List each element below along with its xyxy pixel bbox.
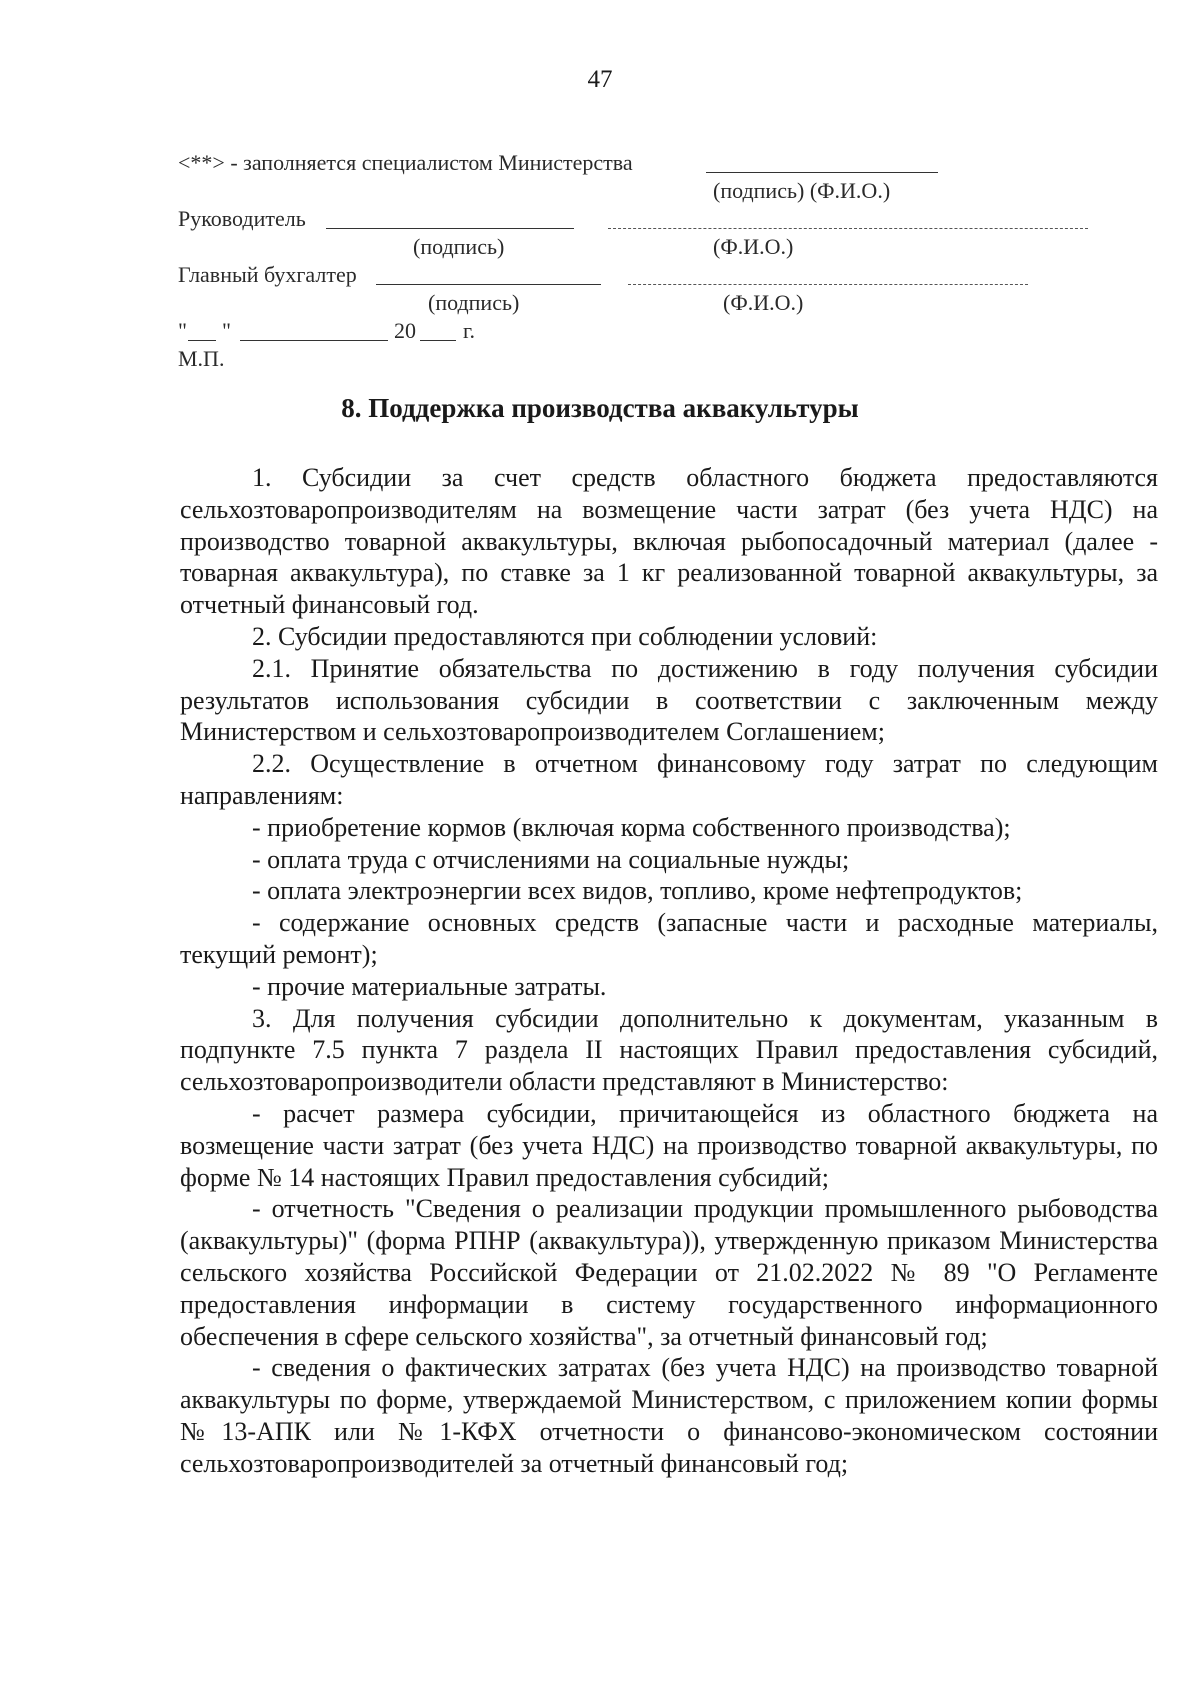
section-title: 8. Поддержка производства аквакультуры (341, 393, 859, 423)
date-year-suffix: г. (463, 318, 476, 343)
list-item-other: - прочие материальные затраты. (252, 971, 607, 1001)
list-item-costs: - сведения о фактических затратах (без учета НДС) на производство товарной аквакультуры по форме, утверждаемой Министерством, с приложением копии формы №13-АПК или №1-КФХ отчетности о финансово-экономическом состоянии сельхозтоваропроизводителей за отчетный финансовый год; (180, 1353, 1158, 1478)
seal-mark: М.П. (178, 346, 225, 371)
list-item-reporting: - отчетность "Сведения о реализации продукции промышленного рыбоводства (аквакультуры)" (форма РПНР (аквакультура)), утвержденную приказом Министерства сельского хозяйства Российской Федерации от 21.02.2022 № 89 "О Регламенте предоставления информации в систему государственного информационного обеспечения в сфере сельского хозяйства", за отчетный финансовый год; (180, 1194, 1158, 1351)
date-year-prefix: 20 (394, 318, 416, 343)
date-day-line (188, 340, 216, 341)
ministry-row (178, 150, 1078, 178)
head-sign-caption: (подпись) (413, 234, 505, 259)
accountant-name-caption: (Ф.И.О.) (723, 290, 804, 315)
accountant-name-line (628, 284, 1028, 285)
paragraph-1: 1. Субсидии за счет средств областного бюджета предоставляются сельхозтоваропроизводителям на возмещение части затрат (без учета НДС) на производство товарной аквакультуры, включая рыбопосадочный материал (далее - товарная аквакультура), по ставке за 1 кг реализованной товарной аквакультуры, за отчетный финансовый год. (180, 463, 1158, 620)
head-caption-row (178, 234, 1078, 262)
body-text (180, 462, 1158, 1480)
list-item-labor: - оплата труда с отчислениями на социальные нужды; (252, 844, 850, 874)
head-name-line (608, 228, 1088, 229)
accountant-sign-caption: (подпись) (428, 290, 520, 315)
ministry-note: <**> - заполняется специалистом Министерства (178, 150, 633, 175)
head-label: Руководитель (178, 206, 306, 231)
date-row (178, 318, 1078, 346)
accountant-caption-row (178, 290, 1078, 318)
head-row (178, 206, 1078, 234)
paragraph-2: 2. Субсидии предоставляются при соблюдении условий: (252, 621, 878, 651)
head-signature-line (326, 228, 574, 229)
date-month-line (240, 340, 388, 341)
list-item-feed: - приобретение кормов (включая корма собственного производства); (252, 812, 1011, 842)
date-quote-close: " (222, 318, 231, 343)
list-item-maintenance: - содержание основных средств (запасные части и расходные материалы, текущий ремонт); (180, 908, 1158, 969)
list-item-calculation: - расчет размера субсидии, причитающейся из областного бюджета на возмещение части затрат (без учета НДС) на производство товарной аквакультуры, по форме № 14 настоящих Правил предоставления субсидий; (180, 1098, 1158, 1192)
seal-row (178, 346, 1078, 374)
accountant-signature-line (376, 284, 601, 285)
ministry-signature-line (706, 172, 938, 173)
paragraph-2-1: 2.1. Принятие обязательства по достижению в году получения субсидии результатов использования субсидии в соответствии с заключенным между Министерством и сельхозтоваропроизводителем Соглашением; (180, 653, 1158, 747)
date-quote-open: " (178, 318, 187, 343)
accountant-label: Главный бухгалтер (178, 262, 357, 287)
date-year-line (420, 340, 456, 341)
list-item-energy: - оплата электроэнергии всех видов, топливо, кроме нефтепродуктов; (252, 876, 1023, 906)
ministry-caption: (подпись) (Ф.И.О.) (713, 178, 891, 203)
paragraph-3: 3. Для получения субсидии дополнительно к документам, указанным в подпункте 7.5 пункта 7 раздела II настоящих Правил предоставления субсидий, сельхозтоваропроизводители области представляют в Министерство: (180, 1003, 1158, 1097)
signature-block (178, 150, 1078, 374)
page-number: 47 (587, 66, 613, 93)
ministry-caption-row (178, 178, 1078, 206)
accountant-row (178, 262, 1078, 290)
head-name-caption: (Ф.И.О.) (713, 234, 794, 259)
paragraph-2-2: 2.2. Осуществление в отчетном финансовому году затрат по следующим направлениям: (180, 749, 1158, 810)
